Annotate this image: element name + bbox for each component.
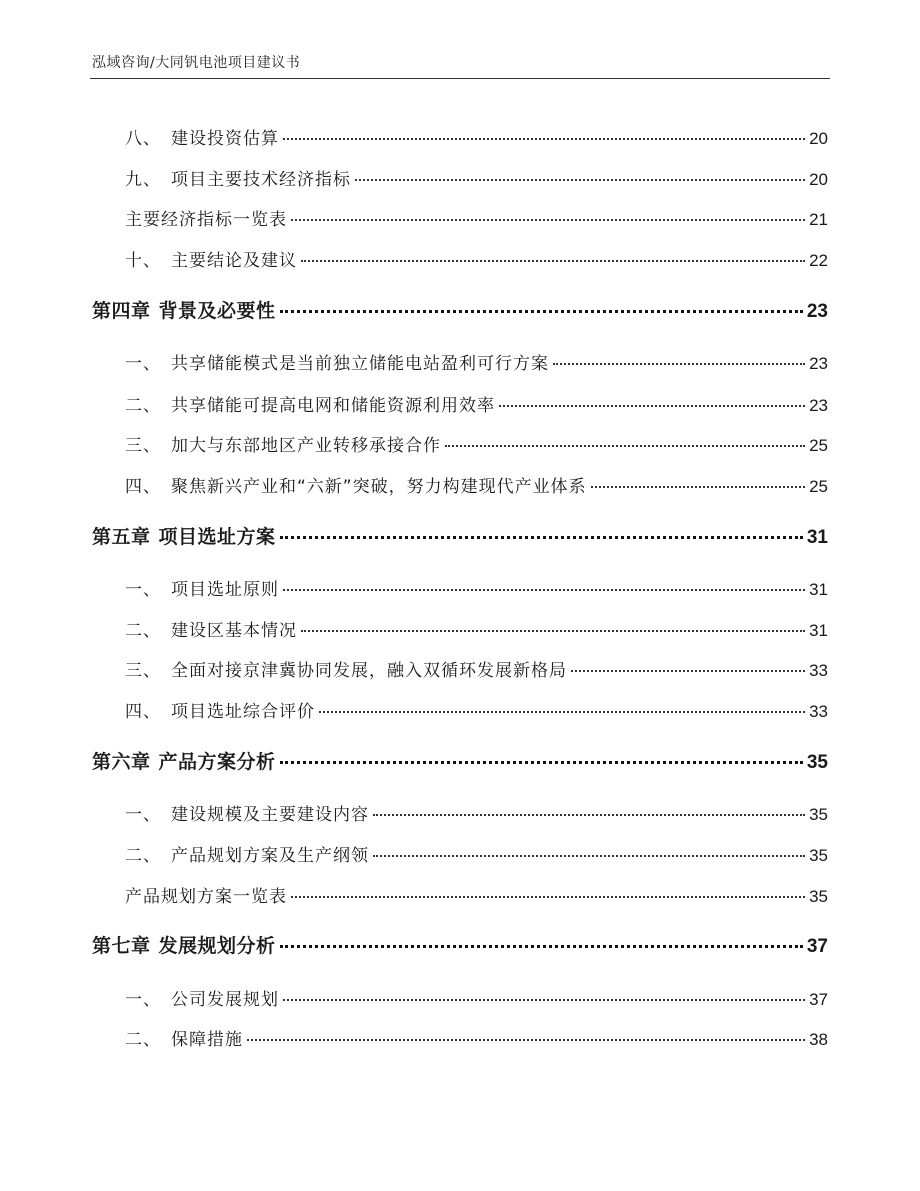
toc-entry-number: 三、 [125,661,161,681]
toc-chapter-entry[interactable] [92,747,828,774]
dot-leader [445,445,805,447]
toc-entry-number: 八、 [125,129,161,149]
toc-chapter-entry[interactable] [92,296,828,323]
toc-entry-page: 33 [809,661,828,680]
toc-entry[interactable] [125,165,828,190]
toc-entry-page: 35 [809,887,828,906]
dot-leader [280,310,803,313]
toc-entry-title: 建设规模及主要建设内容 [171,805,369,825]
toc-entry-page: 31 [809,621,828,640]
toc-entry[interactable] [125,1025,828,1050]
toc-chapter-page: 35 [806,752,828,773]
toc-entry-page: 33 [809,702,828,721]
toc-entry[interactable] [125,697,828,722]
toc-entry-number: 一、 [125,580,161,600]
toc-entry-number: 四、 [125,477,161,497]
toc-entry-number: 二、 [125,1030,161,1050]
toc-entry[interactable] [125,246,828,271]
dot-leader [319,711,805,713]
dot-leader [301,260,805,262]
toc-entry-title: 主要结论及建议 [171,251,297,271]
toc-chapter-entry[interactable] [92,931,828,958]
toc-entry[interactable] [125,205,828,230]
toc-entry-title: 主要经济指标一览表 [125,210,287,230]
toc-entry-number: 一、 [125,354,161,374]
toc-entry-page: 37 [809,990,828,1009]
toc-chapter-page: 23 [806,301,828,322]
dot-leader [283,999,805,1001]
toc-entry-number: 三、 [125,436,161,456]
toc-entry-page: 35 [809,805,828,824]
toc-chapter-entry[interactable] [92,522,828,549]
toc-entry-title: 加大与东部地区产业转移承接合作 [171,436,441,456]
toc-entry-page: 25 [809,477,828,496]
toc-entry-page: 35 [809,846,828,865]
dot-leader [373,814,805,816]
toc-entry[interactable] [125,391,828,416]
toc-chapter-number: 第七章 [92,935,151,957]
toc-chapter-title: 产品方案分析 [158,751,276,773]
toc-entry-title: 项目选址综合评价 [171,702,315,722]
dot-leader [283,138,805,140]
dot-leader [291,219,805,221]
toc-chapter-number: 第四章 [92,300,151,322]
toc-entry-page: 38 [809,1030,828,1049]
dot-leader [291,896,805,898]
toc-entry[interactable] [125,431,828,456]
toc-chapter-number: 第六章 [92,751,151,773]
toc-entry-number: 十、 [125,251,161,271]
dot-leader [283,589,805,591]
toc-entry[interactable] [125,985,828,1010]
dot-leader [591,486,805,488]
toc-entry-title: 项目选址原则 [171,580,279,600]
toc-entry[interactable] [125,800,828,825]
dot-leader [301,630,805,632]
toc-entry-title: 公司发展规划 [171,990,279,1010]
toc-entry-number: 一、 [125,805,161,825]
toc-entry[interactable] [125,882,828,907]
dot-leader [280,761,803,764]
dot-leader [373,855,805,857]
toc-entry-title: 全面对接京津冀协同发展，融入双循环发展新格局 [171,661,567,681]
toc-entry-number: 四、 [125,702,161,722]
dot-leader [553,363,805,365]
toc-entry-number: 二、 [125,846,161,866]
toc-entry-page: 23 [809,396,828,415]
toc-entry[interactable] [125,616,828,641]
toc-entry-title: 建设投资估算 [171,129,279,149]
toc-entry[interactable] [125,349,828,374]
toc-entry-page: 25 [809,436,828,455]
toc-entry-title: 建设区基本情况 [171,621,297,641]
toc-chapter-title: 项目选址方案 [158,526,276,548]
toc-entry-title: 产品规划方案一览表 [125,887,287,907]
toc-entry[interactable] [125,575,828,600]
toc-entry-page: 22 [809,251,828,270]
running-header: 泓域咨询/大同钒电池项目建议书 [92,55,301,71]
toc-entry-number: 一、 [125,990,161,1010]
toc-entry-title: 共享储能可提高电网和储能资源利用效率 [171,396,495,416]
dot-leader [280,945,803,948]
dot-leader [247,1039,805,1041]
toc-entry-title: 项目主要技术经济指标 [171,170,351,190]
toc-entry-title: 共享储能模式是当前独立储能电站盈利可行方案 [171,354,549,374]
toc-entry[interactable] [125,656,828,681]
dot-leader [355,179,805,181]
dot-leader [571,670,805,672]
toc-entry-page: 23 [809,354,828,373]
toc-entry-page: 21 [809,210,828,229]
toc-entry-title: 聚焦新兴产业和“六新”突破，努力构建现代产业体系 [171,477,587,497]
toc-entry-page: 31 [809,580,828,599]
toc-entry-title: 保障措施 [171,1030,243,1050]
toc-entry[interactable] [125,472,828,497]
toc-entry-number: 二、 [125,621,161,641]
toc-entry-title: 产品规划方案及生产纲领 [171,846,369,866]
toc-entry-number: 二、 [125,396,161,416]
toc-chapter-title: 发展规划分析 [158,935,276,957]
toc-entry-number: 九、 [125,170,161,190]
toc-chapter-number: 第五章 [92,526,151,548]
toc-entry[interactable] [125,124,828,149]
toc-entry[interactable] [125,841,828,866]
header-rule [90,78,830,79]
toc-chapter-page: 37 [806,936,828,957]
toc-chapter-title: 背景及必要性 [158,300,276,322]
dot-leader [280,536,803,539]
dot-leader [499,405,805,407]
toc-entry-page: 20 [809,129,828,148]
toc-entry-page: 20 [809,170,828,189]
toc-chapter-page: 31 [806,527,828,548]
